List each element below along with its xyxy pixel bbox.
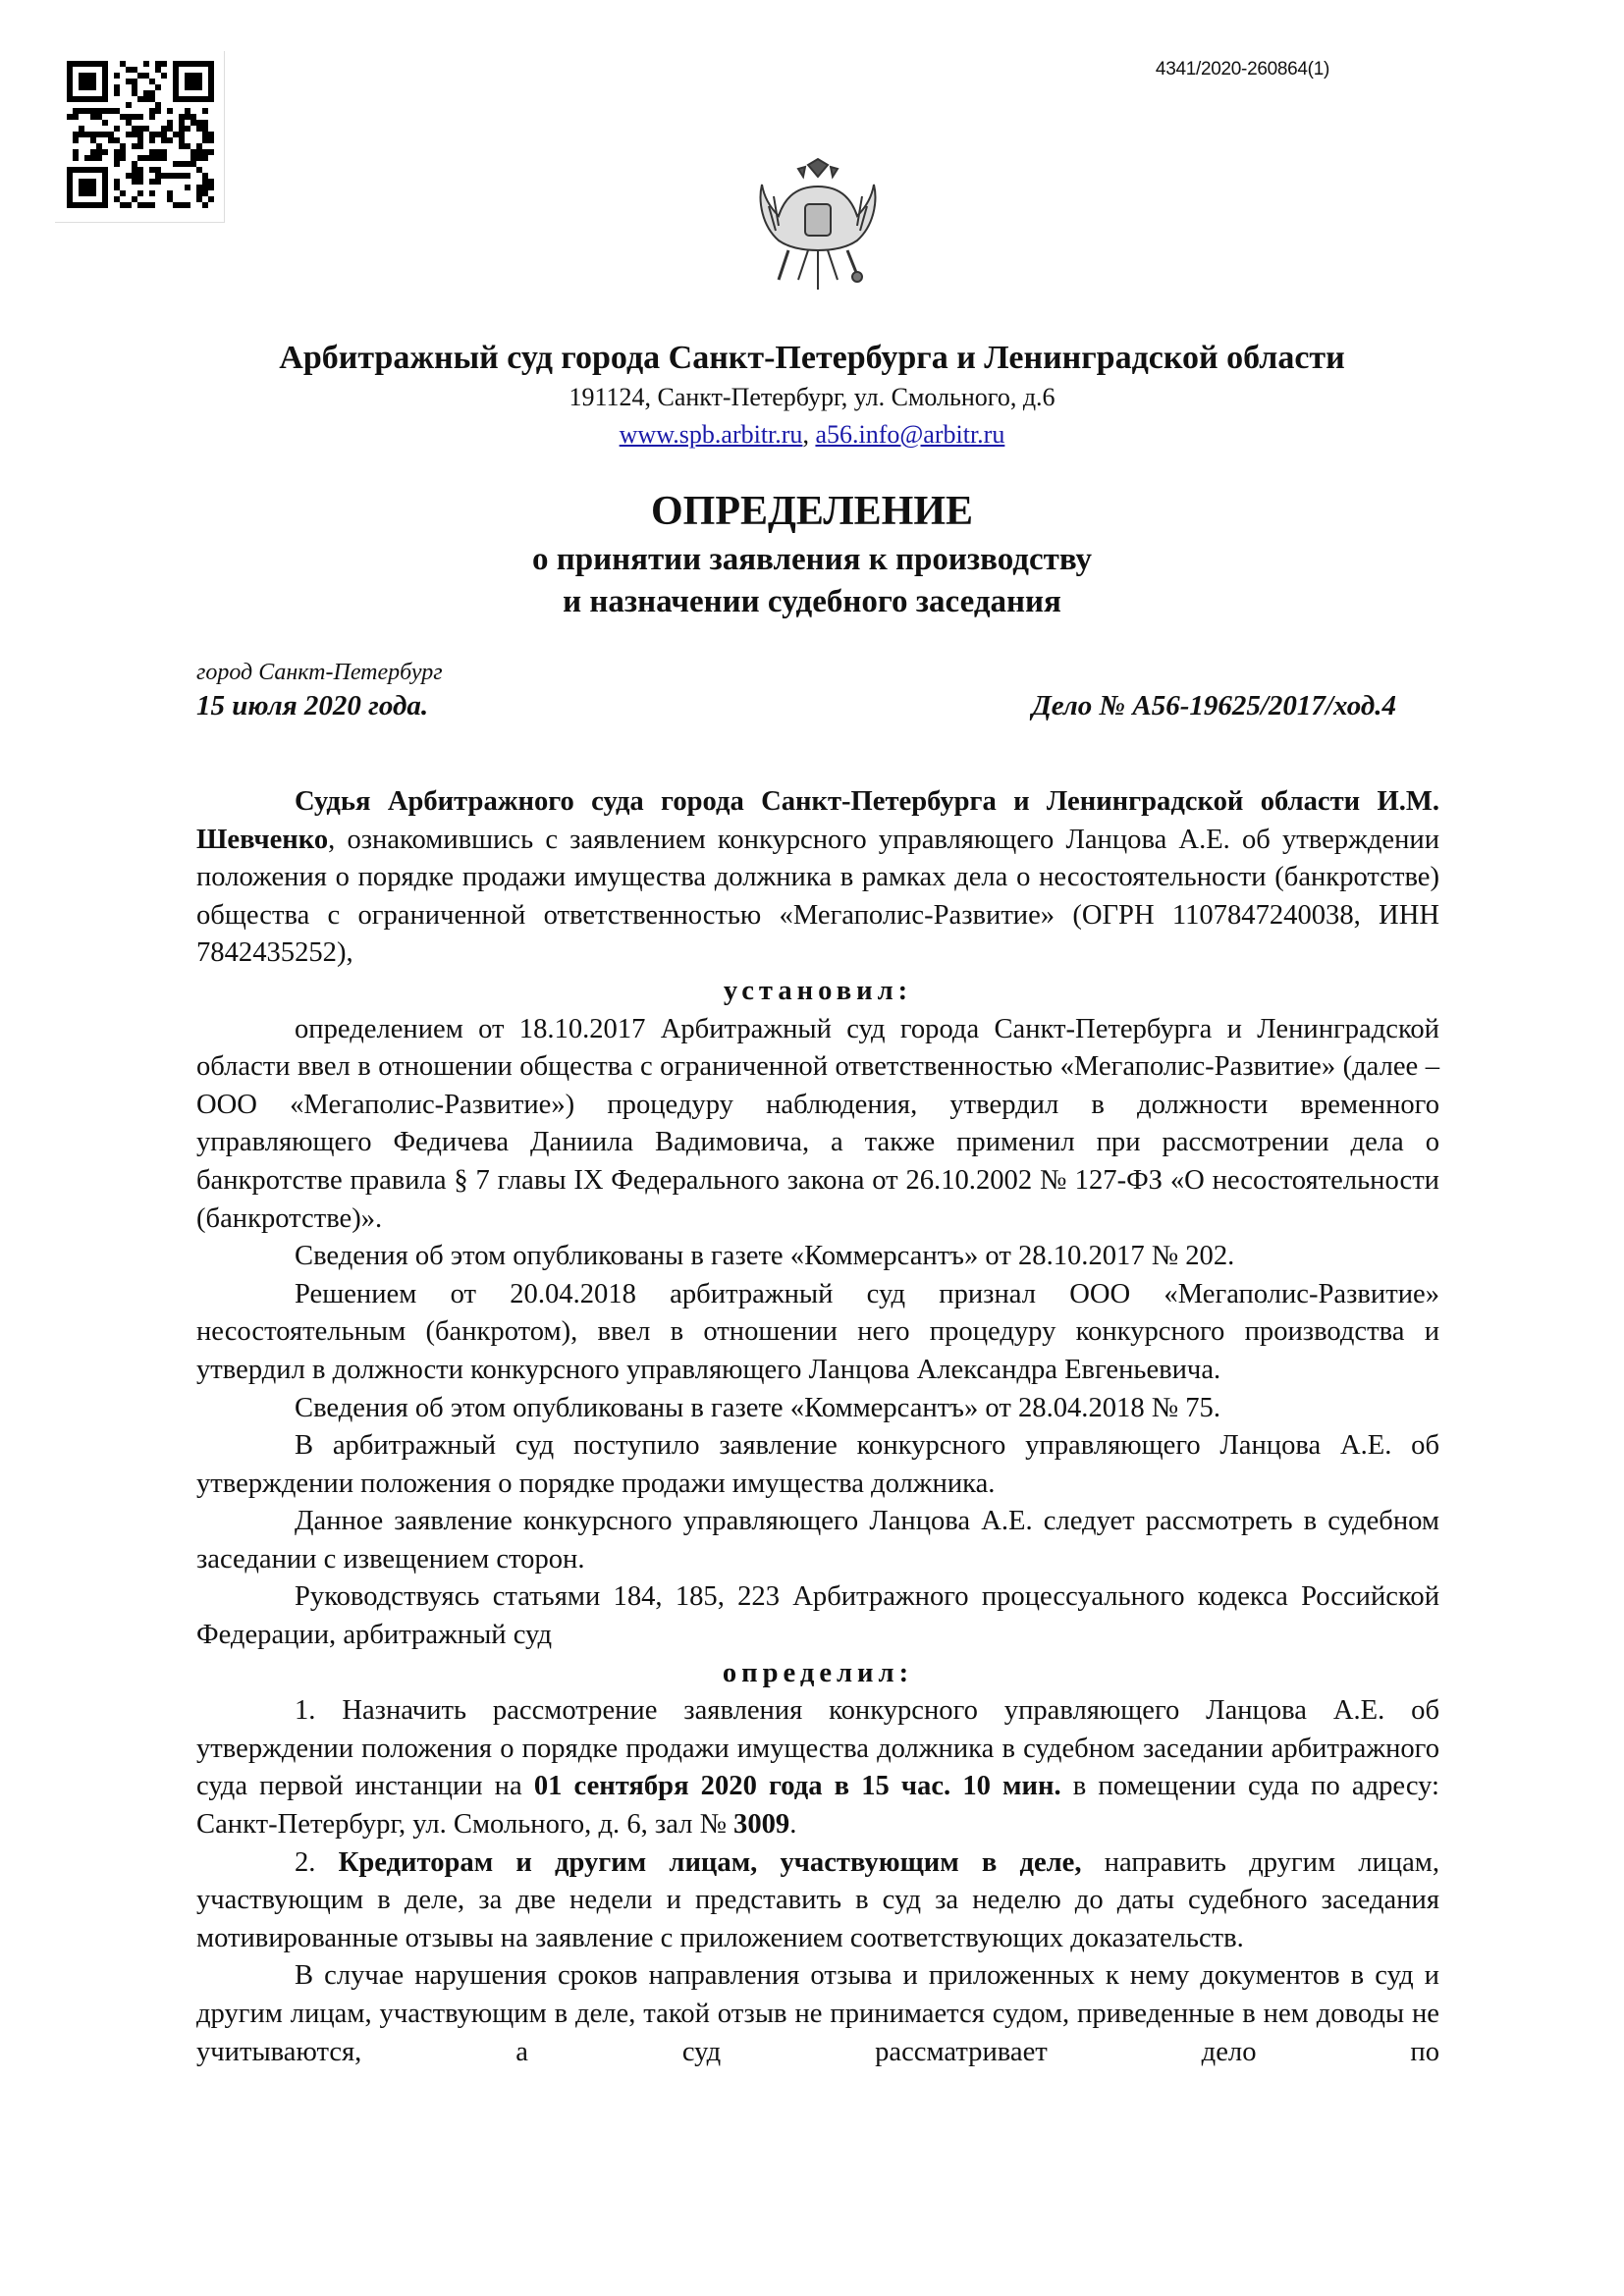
email-link[interactable]: a56.info@arbitr.ru bbox=[815, 420, 1005, 449]
document-ref-number: 4341/2020-260864(1) bbox=[1155, 59, 1329, 80]
ruling-addressees: Кредиторам и другим лицам, участвующим в деле, bbox=[338, 1846, 1082, 1878]
paragraph: В случае нарушения сроков направления отзыва и приложенных к нему документов в суд и другим лицам, участвующим в деле, такой отзыв не принимается судом, приведенные в нем доводы не учитываются, а суд рассматривает дело по bbox=[196, 1960, 1439, 2067]
document-body bbox=[196, 783, 1439, 2071]
document-title: ОПРЕДЕЛЕНИЕ bbox=[650, 489, 974, 534]
qr-code bbox=[55, 51, 225, 223]
document-subtitle-line2: и назначении судебного заседания bbox=[563, 584, 1061, 619]
court-name: Арбитражный суд города Санкт-Петербурга и Ленинградской области bbox=[279, 340, 1345, 376]
ruling-text: 1. Назначить рассмотрение заявления конкурсного управляющего Ланцова А.Е. об утверждении положения о порядке продажи имущества должника в судебном заседании арбитражного суда первой инстанции на bbox=[196, 1695, 1439, 1802]
heading-established: установил: bbox=[723, 975, 913, 1006]
paragraph: Сведения об этом опубликованы в газете «Коммерсантъ» от 28.10.2017 № 202. bbox=[295, 1241, 1235, 1272]
paragraph: Решением от 20.04.2018 арбитражный суд признал ООО «Мегаполис-Развитие» несостоятельным (банкротом), ввел в отношении него процедуру конкурсного производства и утвердил в должности конкурсного управляющего Ланцова Александра Евгеньевича. bbox=[196, 1278, 1439, 1385]
judge-name: Судья Арбитражного суда города Санкт-Петербурга и Ленинградской области И.М. Шевченко bbox=[196, 786, 1439, 855]
coat-of-arms-icon bbox=[754, 157, 882, 294]
ruling-text: 2. bbox=[295, 1846, 339, 1878]
contacts-separator: , bbox=[802, 420, 816, 449]
paragraph: Данное заявление конкурсного управляющего Ланцова А.Е. следует рассмотреть в судебном заседании с извещением сторон. bbox=[196, 1506, 1439, 1575]
intro-text: , ознакомившись с заявлением конкурсного управляющего Ланцова А.Е. об утверждении положения о порядке продажи имущества должника в рамках дела о несостоятельности (банкротстве) общества с ограниченной ответственностью «Мегаполис-Развитие» (ОГРН 1107847240038, ИНН 7842435252), bbox=[196, 824, 1439, 969]
courtroom-number: 3009 bbox=[733, 1809, 790, 1841]
ruling-text: . bbox=[789, 1809, 797, 1841]
court-address: 191124, Санкт-Петербург, ул. Смольного, д.6 bbox=[568, 383, 1056, 411]
city: город Санкт-Петербург bbox=[196, 660, 443, 685]
paragraph: определением от 18.10.2017 Арбитражный суд города Санкт-Петербурга и Ленинградской области ввел в отношении общества с ограниченной ответственностью «Мегаполис-Развитие» (далее – ООО «Мегаполис-Развитие») процедуру наблюдения, утвердил в должности временного управляющего Федичева Даниила Вадимовича, а также применил при рассмотрении дела о банкротстве правила § 7 главы IX Федерального закона от 26.10.2002 № 127-ФЗ «О несостоятельности (банкротстве)». bbox=[196, 1013, 1439, 1234]
qr-code-icon bbox=[67, 61, 214, 208]
ruling-text: в помещении суда по адресу: Санкт-Петербург, ул. Смольного, д. 6, зал № bbox=[196, 1771, 1439, 1841]
case-number: Дело № А56-19625/2017/ход.4 bbox=[1031, 690, 1396, 721]
ruling-text: направить другим лицам, участвующим в деле, за две недели и представить в суд за неделю до даты судебного заседания мотивированные отзывы на заявление с приложением соответствующих доказательств. bbox=[196, 1846, 1440, 1953]
website-link[interactable]: www.spb.arbitr.ru bbox=[619, 420, 803, 449]
paragraph-intro bbox=[196, 783, 1439, 973]
paragraph-ruling-1 bbox=[196, 1692, 1439, 1843]
paragraph-ruling-2 bbox=[196, 1844, 1439, 1958]
paragraph: Сведения об этом опубликованы в газете «Коммерсантъ» от 28.04.2018 № 75. bbox=[295, 1392, 1220, 1423]
date-line bbox=[196, 690, 1396, 722]
court-contacts bbox=[0, 420, 1624, 450]
document-date: 15 июля 2020 года. bbox=[196, 690, 429, 721]
heading-ruled: определил: bbox=[722, 1657, 914, 1688]
paragraph: Руководствуясь статьями 184, 185, 223 Арбитражного процессуального кодекса Российской Федерации, арбитражный суд bbox=[196, 1581, 1439, 1651]
hearing-datetime: 01 сентября 2020 года в 15 час. 10 мин. bbox=[533, 1771, 1061, 1802]
paragraph: В арбитражный суд поступило заявление конкурсного управляющего Ланцова А.Е. об утверждении положения о порядке продажи имущества должника. bbox=[196, 1430, 1439, 1499]
document-subtitle-line1: о принятии заявления к производству bbox=[531, 542, 1093, 577]
